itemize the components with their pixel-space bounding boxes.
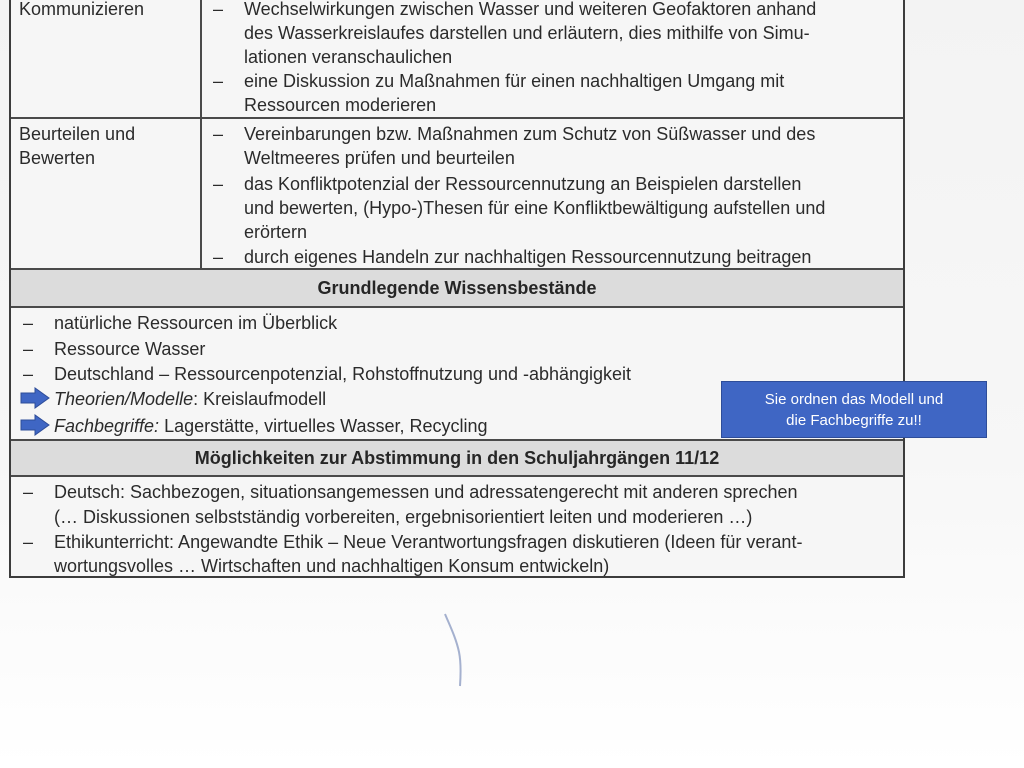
row-divider [11, 475, 903, 477]
section-header-abstimmung: Möglichkeiten zur Abstimmung in den Schuljahrgängen 11/12 [11, 441, 903, 475]
curriculum-table [9, 0, 905, 578]
dash: – [213, 247, 224, 267]
blue-arrow-icon [20, 387, 50, 409]
dash: – [213, 71, 224, 91]
knowledge-item: natürliche Ressourcen im Überblick [54, 313, 338, 333]
callout-line: Sie ordnen das Modell und [764, 391, 944, 408]
text-line: Ressourcen moderieren [244, 95, 437, 115]
section-header-wissen: Grundlegende Wissensbestände [11, 270, 903, 306]
fachbegriffe-value: Lagerstätte, virtuelles Wasser, Recycling [159, 416, 488, 436]
dash: – [23, 339, 34, 359]
dash: – [23, 364, 34, 384]
callout-box [721, 381, 987, 438]
knowledge-item: Deutschland – Ressourcenpotenzial, Rohstoffnutzung und -abhängigkeit [54, 364, 632, 384]
scan-mark-icon [442, 612, 466, 688]
text-line: Wechselwirkungen zwischen Wasser und weiteren Geofaktoren anhand [244, 0, 817, 19]
column-divider [200, 0, 202, 268]
text-line: und bewerten, (Hypo-)Thesen für eine Konfliktbewältigung aufstellen und [244, 198, 826, 218]
coordination-line: wortungsvolles … Wirtschaften und nachhaltigen Konsum entwickeln) [54, 556, 610, 576]
row-label-line: Bewerten [19, 148, 96, 168]
dash: – [213, 124, 224, 144]
dash: – [213, 0, 224, 19]
knowledge-item: Ressource Wasser [54, 339, 206, 359]
knowledge-item-fachbegriffe [54, 414, 488, 438]
callout-line: die Fachbegriffe zu!! [786, 412, 922, 429]
text-line: eine Diskussion zu Maßnahmen für einen nachhaltigen Umgang mit [244, 71, 785, 91]
coordination-line: (… Diskussionen selbstständig vorbereiten, ergebnisorientiert leiten und moderieren …) [54, 507, 753, 527]
fachbegriffe-label: Fachbegriffe: [54, 416, 160, 436]
dash: – [213, 174, 224, 194]
coordination-line: Deutsch: Sachbezogen, situationsangemessen und adressatengerecht mit anderen sprechen [54, 482, 798, 502]
row-label-kommunizieren: Kommunizieren [19, 0, 145, 19]
row-label-line: Beurteilen und [19, 124, 136, 144]
row-label-beurteilen [19, 122, 135, 170]
dash: – [23, 532, 34, 552]
row-divider [11, 117, 903, 119]
dash: – [23, 482, 34, 502]
text-line: lationen veranschaulichen [244, 47, 453, 67]
text-line: Weltmeeres prüfen und beurteilen [244, 148, 515, 168]
coordination-line: Ethikunterricht: Angewandte Ethik – Neue Verantwortungsfragen diskutieren (Ideen für verant- [54, 532, 803, 552]
text-line: durch eigenes Handeln zur nachhaltigen Ressourcennutzung beitragen [244, 247, 812, 267]
theorien-value: : Kreislaufmodell [193, 389, 327, 409]
text-line: erörtern [244, 222, 308, 242]
blue-arrow-icon [20, 414, 50, 436]
theorien-label: Theorien/Modelle [54, 389, 194, 409]
row-divider [11, 306, 903, 308]
knowledge-item-theorien [54, 387, 326, 411]
text-line: des Wasserkreislaufes darstellen und erläutern, dies mithilfe von Simu- [244, 23, 810, 43]
dash: – [23, 313, 34, 333]
text-line: das Konfliktpotenzial der Ressourcennutzung an Beispielen darstellen [244, 174, 802, 194]
text-line: Vereinbarungen bzw. Maßnahmen zum Schutz von Süßwasser und des [244, 124, 816, 144]
